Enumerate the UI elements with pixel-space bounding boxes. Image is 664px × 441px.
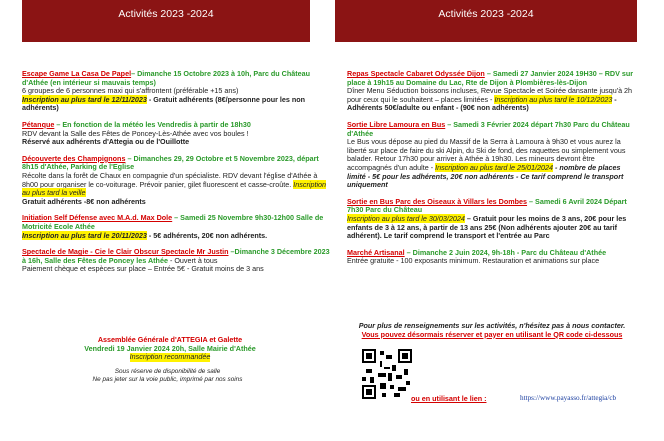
event-escape-game [22,70,333,113]
event-date: – En fonction de la météo les Vendredis à partir de 18h30 [54,119,251,129]
event-body: RDV devant la Salle des Fêtes de Poncey-Lès-Athée avec vos boules ! [22,128,249,138]
event-date: – Dimanches 29, 29 Octobre et 5 Novembre 2023, départ 8h15 d'Athée, Parking de l'Eglise [22,153,319,172]
event-self-defense [22,214,333,240]
contact-line2[interactable]: Vous pouvez désormais réserver et payer en utilisant le QR code ci-dessous [361,329,623,339]
right-header: Activités 2023 -2024 [335,0,637,42]
event-body: 6 groupes de 6 personnes maxi qui s'affrontent (préférable +15 ans) [22,86,239,96]
event-deadline: Inscription au plus tard le 12/11/2023 [22,94,147,104]
event-tail: - 5€ adhérents, 20€ non adhérents. [146,230,268,240]
event-title: Initiation Self Défense avec M.A.d. Max Dole [22,213,173,223]
event-date: – Samedi 25 Novembre 9h30-12h00 Salle de Motricité Ecole Athée [22,213,324,231]
event-tail: - nombre de places limité - 5€ pour les adhérents, 20€ non adhérents - Ce tarif comprend le transport uniquement [347,162,624,190]
link-intro-text: ou en utilisant le lien : [411,394,487,403]
ag-note: Inscription recommandée [129,352,211,362]
event-date: – Samedi 6 Avril 2024 Départ 7h30 Parc du Château [347,196,627,215]
event-tail: - Gratuit adhérents (8€/personne pour les non adhérents) [22,94,306,113]
event-title: Repas Spectacle Cabaret Odyssée Dijon [347,69,485,78]
event-date: –Dimanche 3 Décembre 2023 à 16h, Salle des Fêtes de Poncey les Athée [22,247,330,265]
event-tail: Réservé aux adhérents d'Attegia ou de l'Ouillotte [22,137,190,147]
event-deadline: Inscription au plus tard le 30/03/2024 [347,213,465,223]
event-date: – Dimanche 2 Juin 2024, 9h-18h - Parc du Château d'Athée [404,247,607,257]
event-title: Pétanque [22,119,55,129]
event-cabaret [347,70,637,113]
event-tail: Paiement chèque et espèces sur place – Entrée 5€ - Gratuit moins de 3 ans [22,264,264,274]
event-date: – Samedi 3 Février 2024 départ 7h30 Parc du Château d'Athée [347,119,630,138]
left-column [0,70,333,282]
event-title: Spectacle de Magie - Cie le Clair Obscur Spectacle Mr Justin [22,247,229,257]
event-deadline: Inscription au plus tard le 25/01/2024 [435,162,553,172]
event-tail: - Adhérents 50€/adulte ou enfant - (90€ non adhérents) [347,94,617,113]
event-body: Le Bus vous dépose au pied du Massif de la Serra à Lamoura à 9h30 et vous aurez la liberté sur place de faire du ski Alpin, du Ski de fond, des raquettes ou simplement vous balader. Retour 17h30 pour arriver à Athée à 19h30. Les mineurs devront être accompagnés d'un adulte - [347,137,626,172]
event-tail: Gratuit adhérents -8€ non adhérents [22,196,146,206]
event-parc-oiseaux [347,198,637,241]
event-title: Marché Artisanal [347,247,405,257]
contact-line1: Pour plus de renseignements sur les activités, n'hésitez pas à nous contacter. [358,321,626,330]
event-title: Escape Game La Casa De Papel [22,69,132,78]
event-marche [347,249,637,266]
event-body: - Ouvert à tous [167,255,218,265]
event-lamoura [347,121,637,190]
event-date: – Dimanche 15 Octobre 2023 à 10h, Parc du Château d'Athée (en intérieur si mauvais temps) [22,69,311,87]
event-petanque [22,121,333,147]
payasso-link[interactable]: https://www.payasso.fr/attegia/cb [520,394,617,402]
event-magie [22,248,333,274]
contact-block [347,322,637,339]
right-column [347,70,637,274]
event-deadline: Inscription au plus tard le 20/11/2023 [22,230,147,240]
qr-code-icon[interactable] [362,349,412,399]
event-deadline: Inscription au plus tard la veille [22,179,327,198]
event-title: Sortie Libre Lamoura en Bus [347,119,446,129]
event-tail: – Gratuit pour les moins de 3 ans, 20€ pour les enfants de 3 à 12 ans, à partir de 13 ans 25€ (Non adhérents ajouter 20€ au tarif adhérent). Le tarif comprend le transport et l'entrée au Parc [347,213,627,241]
footer-note [25,368,310,384]
assemblee-generale [30,336,310,362]
event-title: Sortie en Bus Parc des Oiseaux à Villars les Dombes [347,196,528,206]
event-date: – Samedi 27 Janvier 2024 19H30 – RDV sur place à 19h15 au Domaine du Lac, Rte de Dijon à Plombières-lès-Dijon [347,69,634,87]
event-tail: Entrée gratuite - 100 exposants minimum. Restauration et animations sur place [347,256,600,266]
event-title: Découverte des Champignons [22,153,126,163]
event-body: Dîner Menu Séduction boissons incluses, Revue Spectacle et Soirée dansante jusqu'à 2h pour ceux qui le souhaitent – places limitées - [347,86,633,104]
ag-title: Assemblée Générale d'ATTEGIA et Galette [97,335,243,344]
event-champignons [22,155,333,207]
ag-date: Vendredi 19 Janvier 2024 20h, Salle Mairie d'Athée [84,343,256,353]
note-line1: Sous réserve de disponibilité de salle [114,368,221,375]
link-intro [411,394,486,403]
event-deadline: Inscription au plus tard le 10/12/2023 [494,94,613,104]
event-body: Récolte dans la forêt de Chaux en compagnie d'un spécialiste. RDV devant l'église d'Athée à 8h00 pour organiser le co-voiturage. Prévoir panier, gilet fluorescent et casse-croûte. [22,170,318,189]
note-line2: Ne pas jeter sur la voie public, imprimé par nos soins [92,376,243,383]
left-header: Activités 2023 -2024 [22,0,310,42]
